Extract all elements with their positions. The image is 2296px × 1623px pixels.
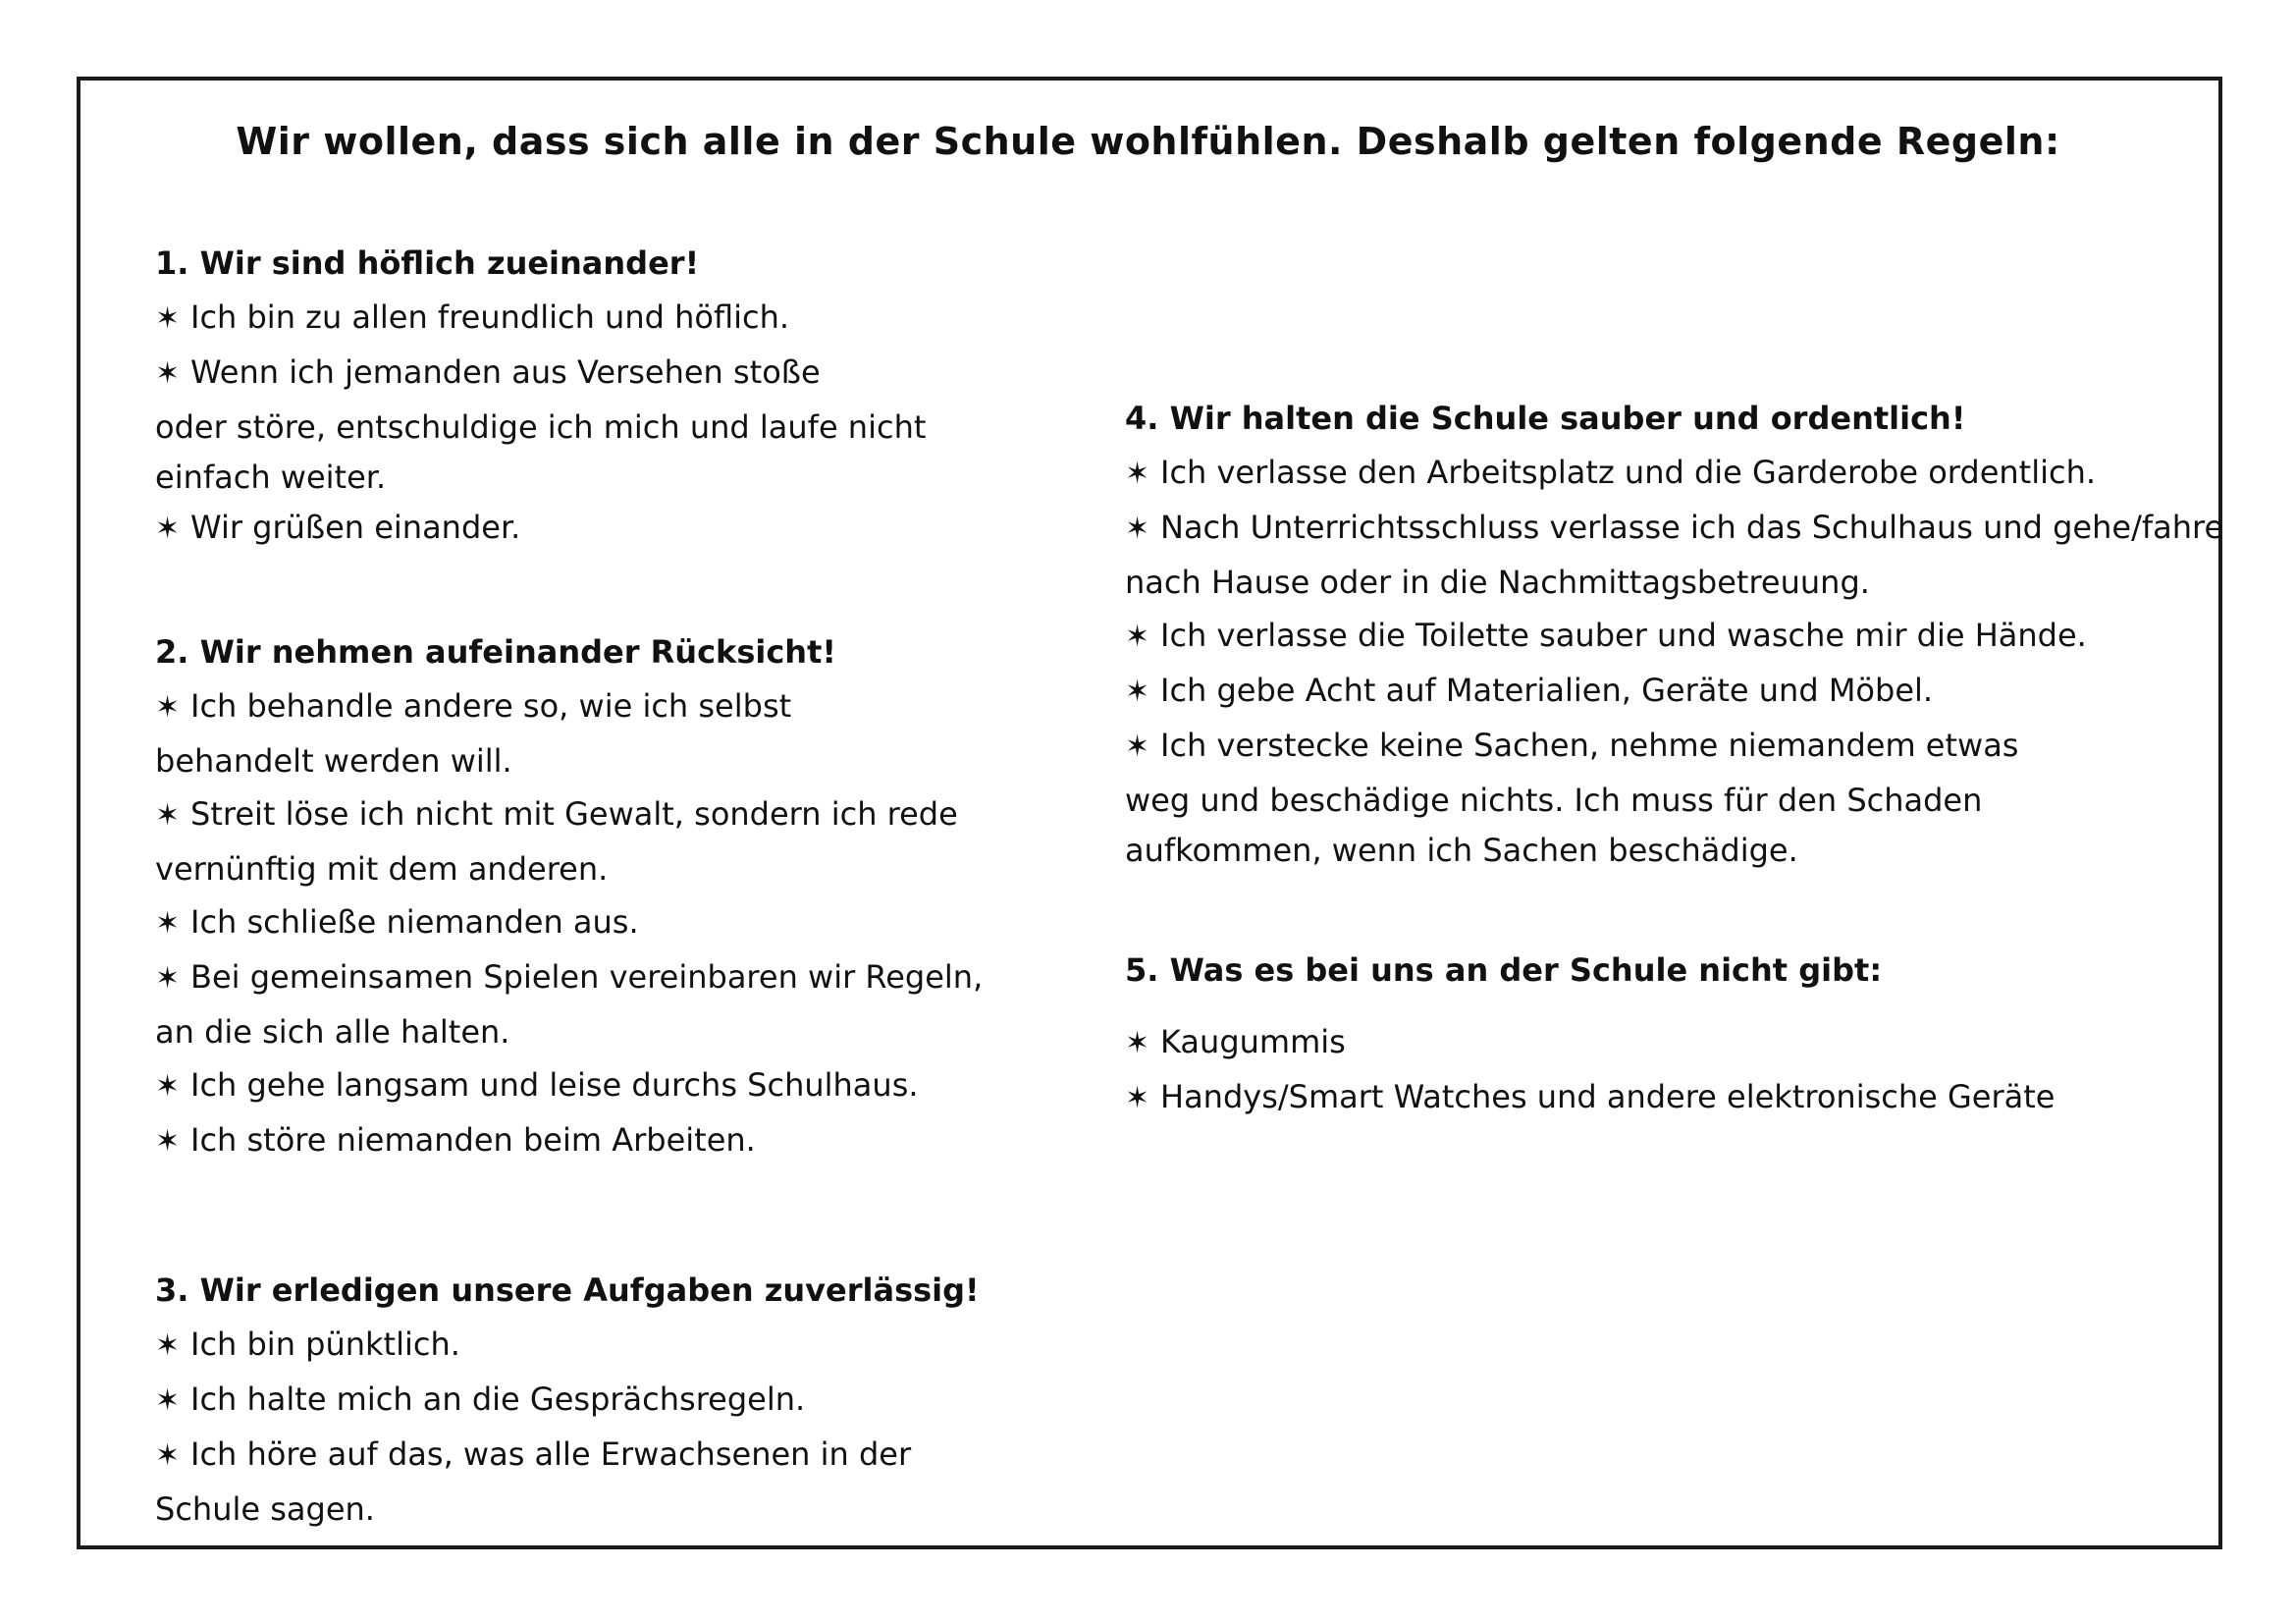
rule-text: Ich gehe langsam und leise durchs Schulhaus. xyxy=(190,1066,919,1104)
rule-text: Ich schließe niemanden aus. xyxy=(190,903,639,941)
rule-text: Ich störe niemanden beim Arbeiten. xyxy=(190,1121,756,1159)
star-bullet-icon: ✶ xyxy=(1125,675,1150,709)
star-bullet-icon: ✶ xyxy=(155,356,181,391)
rule-text: behandelt werden will. xyxy=(155,742,512,780)
left-column xyxy=(155,236,984,1536)
star-bullet-icon: ✶ xyxy=(155,906,181,941)
rule-text: weg und beschädige nichts. Ich muss für den Schaden xyxy=(1125,782,1983,819)
rule-text: Streit löse ich nicht mit Gewalt, sondern ich rede xyxy=(190,795,958,833)
rule-text: Ich verstecke keine Sachen, nehme niemandem etwas xyxy=(1160,727,2019,764)
rule-text: Ich verlasse den Arbeitsplatz und die Garderobe ordentlich. xyxy=(1160,454,2097,491)
rule-text: Handys/Smart Watches und andere elektronische Geräte xyxy=(1160,1078,2056,1115)
rule-item xyxy=(155,1113,970,1168)
section-5 xyxy=(1125,943,2195,1125)
star-bullet-icon: ✶ xyxy=(1125,730,1150,764)
rule-item xyxy=(1125,609,2195,664)
star-bullet-icon: ✶ xyxy=(155,301,181,336)
section-heading: 4. Wir halten die Schule sauber und ordentlich! xyxy=(1125,400,1966,437)
section-heading: 2. Wir nehmen aufeinander Rücksicht! xyxy=(155,633,836,671)
star-bullet-icon: ✶ xyxy=(155,961,181,996)
star-bullet-icon: ✶ xyxy=(155,1124,181,1159)
rule-text: Bei gemeinsamen Spielen vereinbaren wir Regeln, xyxy=(190,958,984,996)
rule-item xyxy=(1125,501,2224,609)
star-bullet-icon: ✶ xyxy=(1125,1026,1150,1060)
rule-item xyxy=(155,679,970,787)
star-bullet-icon: ✶ xyxy=(155,1438,181,1473)
rule-text: Schule sagen. xyxy=(155,1490,375,1528)
star-bullet-icon: ✶ xyxy=(1125,620,1150,654)
rule-text: Wenn ich jemanden aus Versehen stoße xyxy=(190,353,821,391)
rule-text: aufkommen, wenn ich Sachen beschädige. xyxy=(1125,832,1798,869)
rule-text: oder störe, entschuldige ich mich und laufe nicht xyxy=(155,408,927,446)
rule-item xyxy=(155,950,984,1058)
rule-text: Ich bin pünktlich. xyxy=(190,1325,460,1363)
rule-item xyxy=(155,1428,970,1536)
rule-text: Ich bin zu allen freundlich und höflich. xyxy=(190,298,790,336)
rule-item xyxy=(155,895,970,950)
star-bullet-icon: ✶ xyxy=(155,690,181,725)
page-title: Wir wollen, dass sich alle in der Schule wohlfühlen. Deshalb gelten folgende Regeln: xyxy=(236,120,2060,163)
rule-item xyxy=(155,787,970,895)
rule-text: Wir grüßen einander. xyxy=(190,509,521,546)
rule-item xyxy=(155,501,970,556)
rule-item xyxy=(1125,664,2195,719)
rule-item xyxy=(155,1318,970,1373)
section-4 xyxy=(1125,391,2224,874)
star-bullet-icon: ✶ xyxy=(155,1328,181,1363)
star-bullet-icon: ✶ xyxy=(1125,1081,1150,1115)
right-column xyxy=(1125,391,2224,1125)
star-bullet-icon: ✶ xyxy=(1125,512,1150,546)
rule-text: Ich höre auf das, was alle Erwachsenen in der xyxy=(190,1435,912,1473)
star-bullet-icon: ✶ xyxy=(155,1069,181,1104)
rule-text: nach Hause oder in die Nachmittagsbetreuung. xyxy=(1125,564,1870,601)
rule-text: Ich behandle andere so, wie ich selbst xyxy=(190,687,792,725)
rule-item xyxy=(155,291,970,346)
star-bullet-icon: ✶ xyxy=(155,798,181,833)
rule-item xyxy=(1125,719,2195,874)
section-3 xyxy=(155,1263,980,1536)
rule-item xyxy=(1125,446,2195,501)
rule-item xyxy=(155,1058,970,1113)
rule-text: Ich gebe Acht auf Materialien, Geräte und Möbel. xyxy=(1160,672,1934,709)
section-heading: 3. Wir erledigen unsere Aufgaben zuverlässig! xyxy=(155,1271,980,1309)
rule-text: Nach Unterrichtsschluss verlasse ich das Schulhaus und gehe/fahre xyxy=(1160,509,2224,546)
rule-item xyxy=(1125,1070,2195,1125)
rule-text: an die sich alle halten. xyxy=(155,1013,510,1051)
rule-text: einfach weiter. xyxy=(155,459,387,496)
rule-text: Ich halte mich an die Gesprächsregeln. xyxy=(190,1380,806,1418)
section-heading: 5. Was es bei uns an der Schule nicht gibt: xyxy=(1125,951,1883,989)
star-bullet-icon: ✶ xyxy=(155,1383,181,1418)
star-bullet-icon: ✶ xyxy=(1125,457,1150,491)
rule-text: vernünftig mit dem anderen. xyxy=(155,850,609,888)
rule-item xyxy=(155,346,970,501)
rule-item xyxy=(155,1373,970,1428)
section-heading: 1. Wir sind höflich zueinander! xyxy=(155,244,700,282)
rule-text: Kaugummis xyxy=(1160,1023,1346,1060)
rule-item xyxy=(1125,1015,2195,1070)
section-2 xyxy=(155,624,984,1168)
star-bullet-icon: ✶ xyxy=(155,512,181,546)
rule-text: Ich verlasse die Toilette sauber und wasche mir die Hände. xyxy=(1160,617,2087,654)
section-1 xyxy=(155,236,970,556)
